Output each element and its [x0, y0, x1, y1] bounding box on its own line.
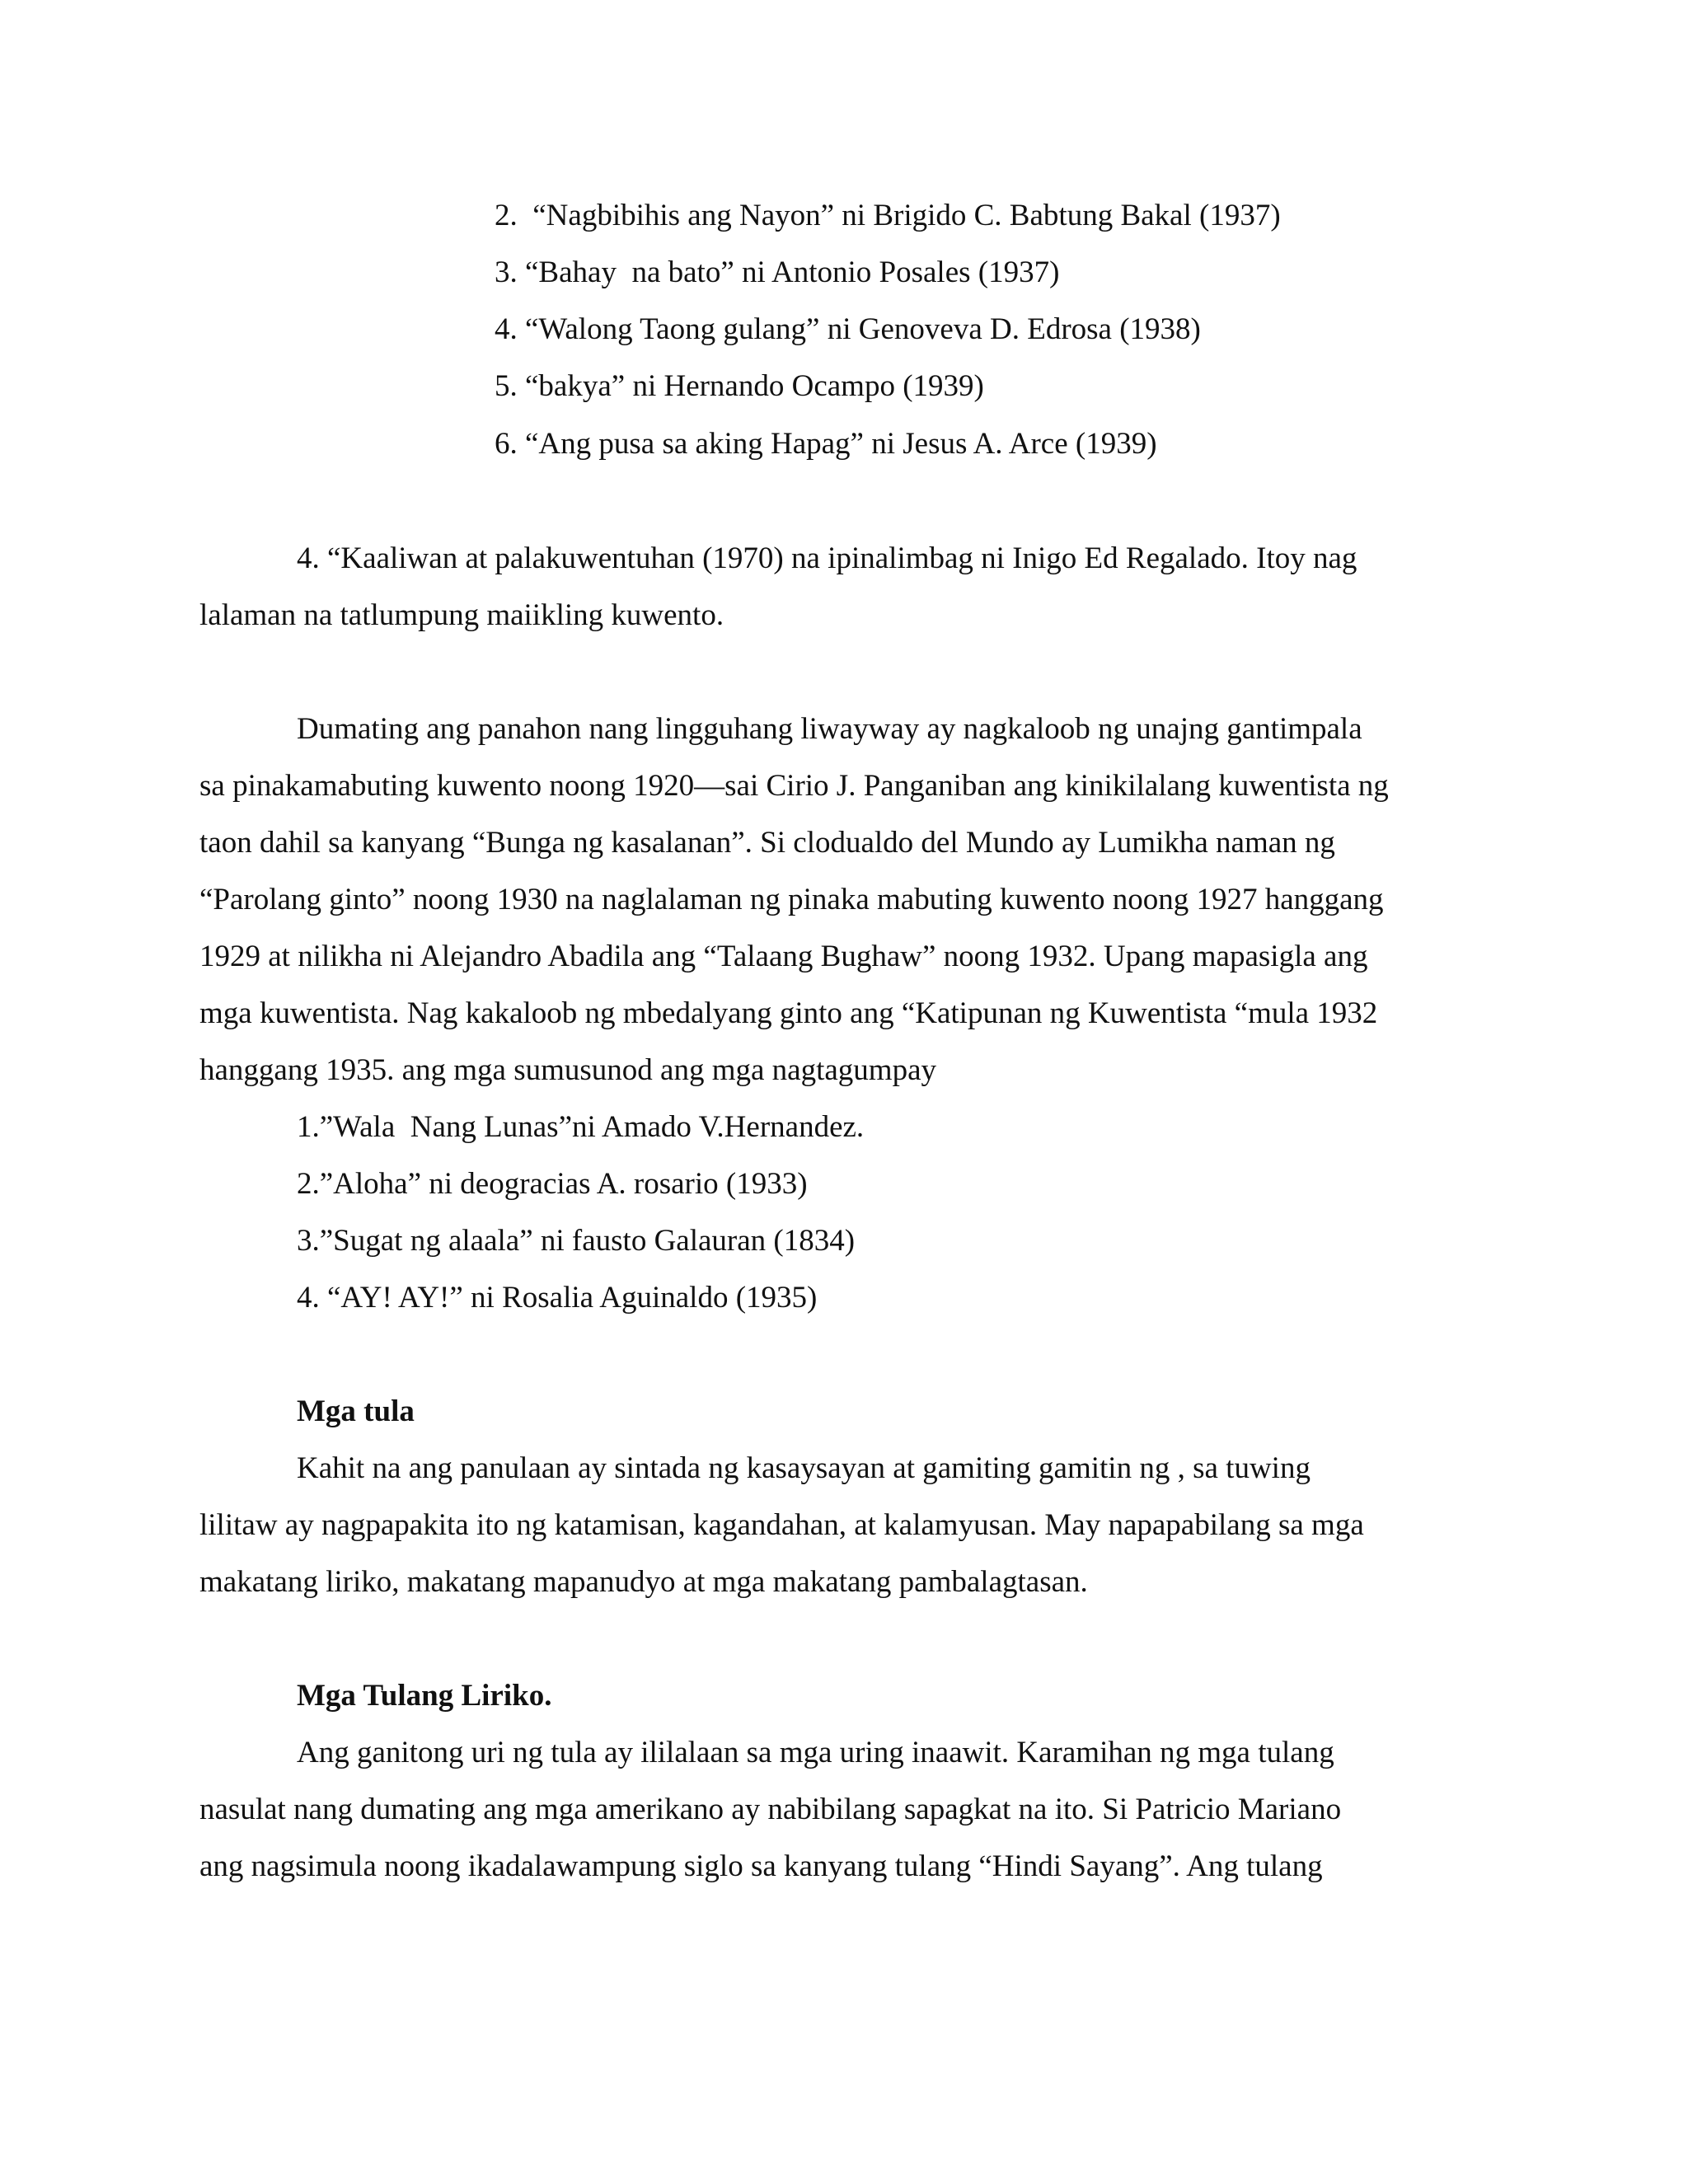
paragraph-line: mga kuwentista. Nag kakaloob ng mbedalyang ginto ang “Katipunan ng Kuwentista “mula 1932	[199, 996, 1378, 1030]
paragraph-line: 1929 at nilikha ni Alejandro Abadila ang “Talaang Bughaw” noong 1932. Upang mapasigla ang	[199, 940, 1368, 973]
list-item: 2.”Aloha” ni deogracias A. rosario (1933)	[297, 1167, 808, 1201]
list-item: 4. “Walong Taong gulang” ni Genoveva D. Edrosa (1938)	[495, 312, 1201, 346]
list-item: 3. “Bahay na bato” ni Antonio Posales (1937)	[495, 255, 1060, 289]
list-item: 6. “Ang pusa sa aking Hapag” ni Jesus A. Arce (1939)	[495, 427, 1157, 461]
paragraph-line: “Parolang ginto” noong 1930 na naglalaman ng pinaka mabuting kuwento noong 1927 hanggang	[199, 883, 1384, 916]
paragraph-line: lilitaw ay nagpapakita ito ng katamisan, kagandahan, at kalamyusan. May napapabilang sa mga	[199, 1508, 1364, 1542]
paragraph-line: nasulat nang dumating ang mga amerikano ay nabibilang sapagkat na ito. Si Patricio Mariano	[199, 1793, 1342, 1826]
paragraph-line: 4. “Kaaliwan at palakuwentuhan (1970) na ipinalimbag ni Inigo Ed Regalado. Itoy nag	[297, 541, 1357, 575]
paragraph-line: makatang liriko, makatang mapanudyo at mga makatang pambalagtasan.	[199, 1565, 1088, 1599]
paragraph-line: lalaman na tatlumpung maiikling kuwento.	[199, 598, 724, 632]
list-item: 4. “AY! AY!” ni Rosalia Aguinaldo (1935)	[297, 1281, 818, 1315]
paragraph-line: ang nagsimula noong ikadalawampung siglo sa kanyang tulang “Hindi Sayang”. Ang tulang	[199, 1849, 1323, 1883]
section-heading-mga-tulang-liriko: Mga Tulang Liriko.	[297, 1679, 552, 1713]
paragraph-line: taon dahil sa kanyang “Bunga ng kasalanan”. Si clodualdo del Mundo ay Lumikha naman ng	[199, 826, 1335, 860]
list-item: 1.”Wala Nang Lunas”ni Amado V.Hernandez.	[297, 1110, 865, 1144]
list-item: 2. “Nagbibihis ang Nayon” ni Brigido C. Babtung Bakal (1937)	[495, 199, 1281, 232]
paragraph-line: Kahit na ang panulaan ay sintada ng kasaysayan at gamiting gamitin ng , sa tuwing	[297, 1451, 1311, 1485]
list-item: 3.”Sugat ng alaala” ni fausto Galauran (1834)	[297, 1224, 856, 1258]
section-heading-mga-tula: Mga tula	[297, 1394, 415, 1428]
list-item: 5. “bakya” ni Hernando Ocampo (1939)	[495, 369, 984, 403]
paragraph-line: Ang ganitong uri ng tula ay ililalaan sa mga uring inaawit. Karamihan ng mga tulang	[297, 1736, 1334, 1769]
paragraph-line: Dumating ang panahon nang lingguhang liwayway ay nagkaloob ng unajng gantimpala	[297, 712, 1362, 746]
paragraph-line: hanggang 1935. ang mga sumusunod ang mga nagtagumpay	[199, 1053, 936, 1087]
paragraph-line: sa pinakamabuting kuwento noong 1920—sai Cirio J. Panganiban ang kinikilalang kuwentista ng	[199, 769, 1389, 803]
